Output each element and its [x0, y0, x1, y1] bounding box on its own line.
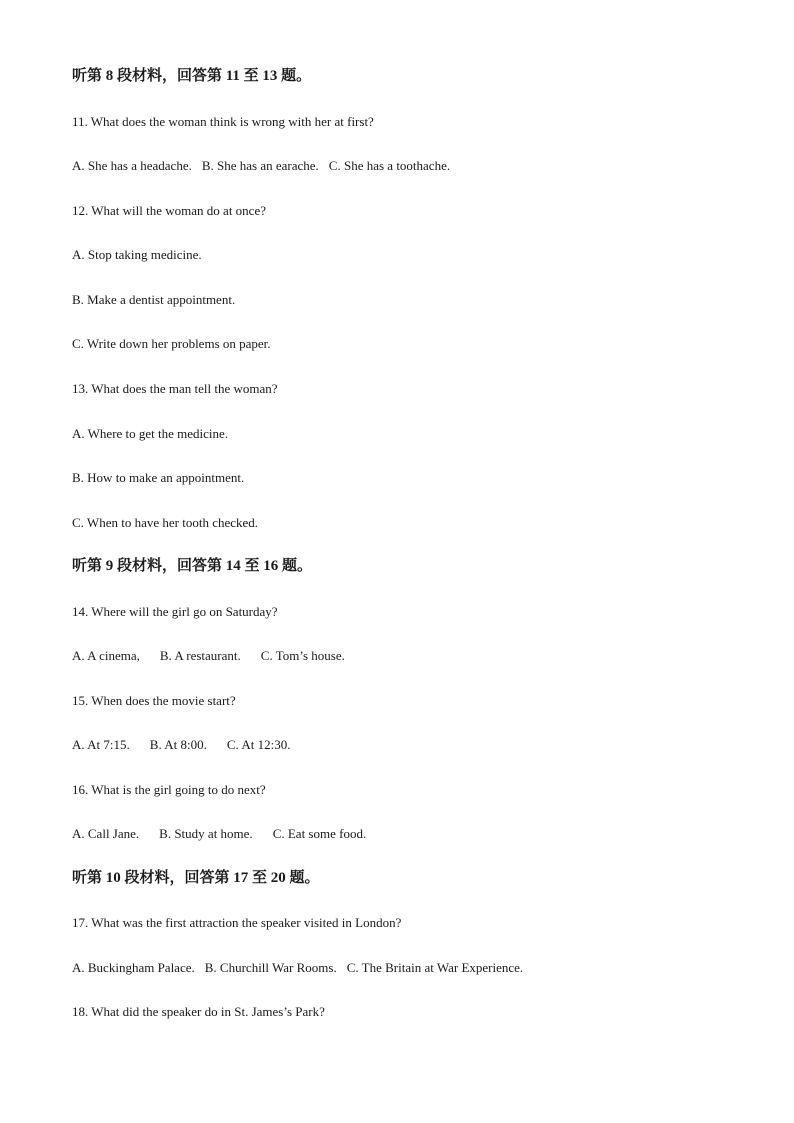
section-heading: 听第 8 段材料，回答第 11 至 13 题。 — [72, 68, 312, 84]
question-14-options — [72, 648, 345, 664]
option-c: C. When to have her tooth checked. — [72, 515, 259, 530]
option-a: A. Where to get the medicine. — [72, 426, 229, 441]
option-b: B. She has an earache. — [201, 158, 319, 173]
question-15: 15. When does the movie start? — [72, 693, 236, 708]
question-14: 14. Where will the girl go on Saturday? — [72, 604, 278, 619]
option-c: C. Write down her problems on paper. — [72, 336, 271, 351]
option-a: A. She has a headache. — [72, 158, 192, 173]
option-c: C. Tom’s house. — [260, 648, 345, 663]
option-c: C. She has a toothache. — [328, 158, 451, 173]
question-18: 18. What did the speaker do in St. James’s Park? — [72, 1004, 325, 1019]
option-b: B. At 8:00. — [149, 737, 207, 752]
option-b: B. Study at home. — [159, 826, 253, 841]
question-17-options — [72, 960, 523, 976]
question-16: 16. What is the girl going to do next? — [72, 782, 266, 797]
option-b: B. Make a dentist appointment. — [72, 292, 236, 307]
option-b: B. How to make an appointment. — [72, 470, 245, 485]
section-heading: 听第 9 段材料，回答第 14 至 16 题。 — [72, 558, 313, 574]
option-a: A. Stop taking medicine. — [72, 247, 202, 262]
option-a: A. At 7:15. — [72, 737, 130, 752]
option-a: A. A cinema, — [72, 648, 140, 663]
option-c: C. Eat some food. — [272, 826, 367, 841]
question-16-options — [72, 826, 366, 842]
option-c: C. At 12:30. — [226, 737, 291, 752]
question-17: 17. What was the first attraction the speaker visited in London? — [72, 915, 402, 930]
question-15-options — [72, 737, 290, 753]
option-b: B. A restaurant. — [159, 648, 241, 663]
option-c: C. The Britain at War Experience. — [346, 960, 524, 975]
option-b: B. Churchill War Rooms. — [204, 960, 337, 975]
question-11: 11. What does the woman think is wrong with her at first? — [72, 114, 374, 129]
question-12: 12. What will the woman do at once? — [72, 203, 266, 218]
section-heading: 听第 10 段材料，回答第 17 至 20 题。 — [72, 870, 320, 886]
option-a: A. Call Jane. — [72, 826, 140, 841]
option-a: A. Buckingham Palace. — [72, 960, 195, 975]
question-13: 13. What does the man tell the woman? — [72, 381, 278, 396]
question-11-options — [72, 158, 450, 174]
